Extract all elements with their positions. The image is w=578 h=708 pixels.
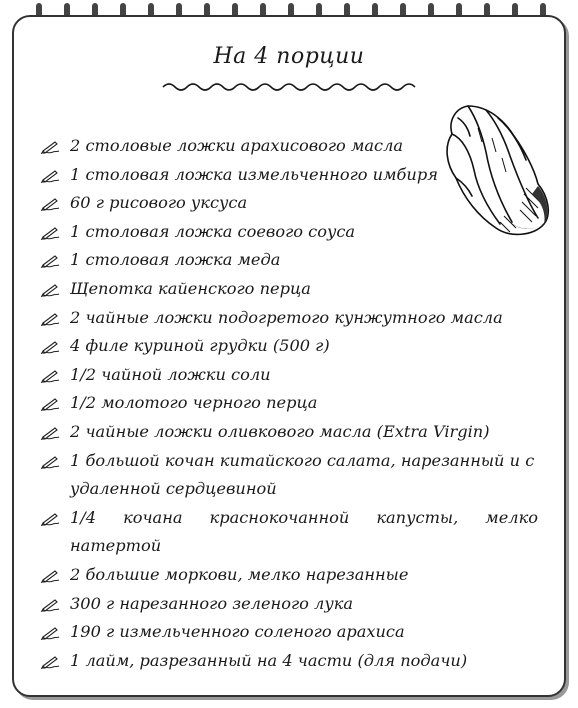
pen-writing-icon (40, 598, 60, 612)
list-item: 1 столовая ложка измельченного имбиря (40, 161, 540, 190)
ingredient-list (40, 132, 540, 675)
list-item: 300 г нарезанного зеленого лука (40, 590, 540, 619)
pen-writing-icon (40, 626, 60, 640)
list-item: 1 столовая ложка меда (40, 246, 540, 275)
pen-writing-icon (40, 369, 60, 383)
pen-writing-icon (40, 226, 60, 240)
list-item: 1/2 чайной ложки соли (40, 361, 540, 390)
list-item: 1 большой кочан китайского салата, нарезанный и с удаленной сердцевиной (40, 447, 538, 504)
list-item: 60 г рисового уксуса (40, 189, 540, 218)
list-item: 2 столовые ложки арахисового масла (40, 132, 540, 161)
list-item: 1 лайм, разрезанный на 4 части (для подачи) (40, 647, 540, 676)
pen-writing-icon (40, 397, 60, 411)
pen-writing-icon (40, 283, 60, 297)
pen-writing-icon (40, 512, 60, 526)
pen-writing-icon (40, 426, 60, 440)
pen-writing-icon (40, 569, 60, 583)
list-item: 190 г измельченного соленого арахиса (40, 618, 540, 647)
wavy-line-icon (161, 80, 417, 94)
pen-writing-icon (40, 340, 60, 354)
pen-writing-icon (40, 312, 60, 326)
list-item: 2 чайные ложки оливкового масла (Extra Virgin) (40, 418, 540, 447)
list-item: Щепотка кайенского перца (40, 275, 540, 304)
list-item: 2 большие моркови, мелко нарезанные (40, 561, 540, 590)
list-item: 1/4 кочана краснокочанной капусты, мелко натертой (40, 504, 538, 561)
pen-writing-icon (40, 140, 60, 154)
list-item: 1/2 молотого черного перца (40, 389, 540, 418)
list-item: 1 столовая ложка соевого соуса (40, 218, 540, 247)
pen-writing-icon (40, 169, 60, 183)
pen-writing-icon (40, 455, 60, 469)
pen-writing-icon (40, 655, 60, 669)
list-item: 2 чайные ложки подогретого кунжутного масла (40, 304, 540, 333)
list-item: 4 филе куриной грудки (500 г) (40, 332, 540, 361)
pen-writing-icon (40, 197, 60, 211)
page-title: На 4 порции (213, 44, 365, 69)
pen-writing-icon (40, 254, 60, 268)
